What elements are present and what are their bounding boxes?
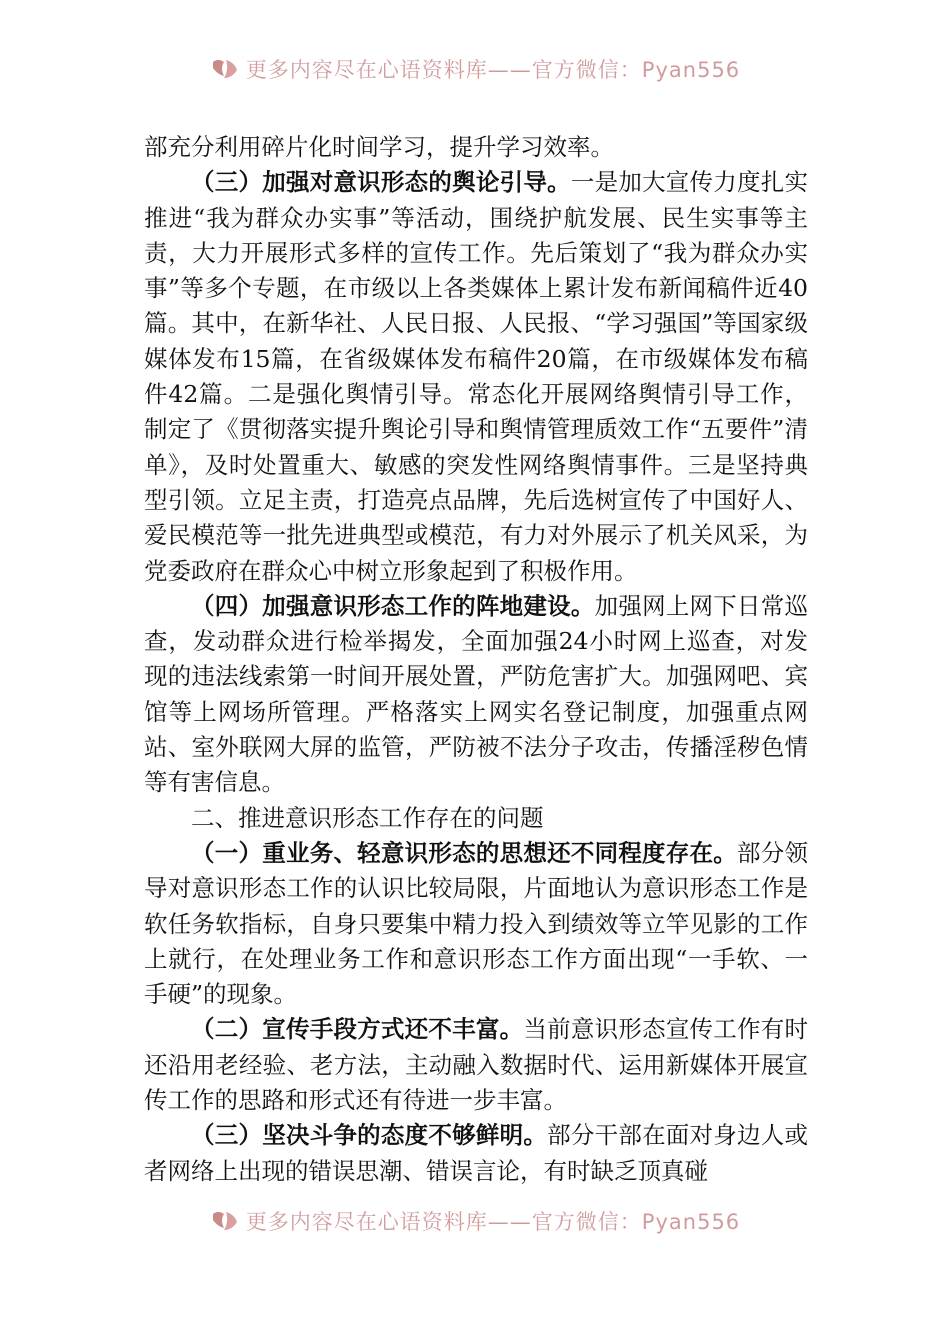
paragraph-text: 加强网上网下日常巡查，发动群众进行检举揭发，全面加强24小时网上巡查，对发现的违法线索第一时间开展处置，严防危害扩大。加强网吧、宾馆等上网场所管理。严格落实上网实名登记制度，加强重点网站、室外联网大屏的监管，严防被不法分子攻击，传播淫秽色情等有害信息。: [144, 591, 809, 797]
paragraph-continuation: [144, 130, 808, 165]
paragraph-lead: （三）加强对意识形态的舆论引导。: [191, 168, 571, 197]
paragraph-text: 部充分利用碎片化时间学习，提升学习效率。: [144, 133, 614, 161]
paragraph-opinion-guidance: [144, 165, 808, 589]
issue-lead: （三）坚决斗争的态度不够鲜明。: [191, 1121, 548, 1150]
issue-paragraph-1: [144, 836, 808, 1012]
paragraph-text: 一是加大宣传力度扎实推进“我为群众办实事”等活动，围绕护航发展、民生实事等主责，大力开展形式多样的宣传工作。先后策划了“我为群众办实事”等多个专题，在市级以上各类媒体上累计发布新闻稿件近40篇。其中，在新华社、人民日报、人民报、“学习强国”等国家级媒体发布15篇，在省级媒体发布稿件20篇，在市级媒体发布稿件42篇。二是强化舆情引导。常态化开展网络舆情引导工作，制定了《贯彻落实提升舆论引导和舆情管理质效工作“五要件”清单》，及时处置重大、敏感的突发性网络舆情事件。三是坚持典型引领。立足主责，打造亮点品牌，先后选树宣传了中国好人、爱民模范等一批先进典型或模范，有力对外展示了机关风采，为党委政府在群众心中树立形象起到了积极作用。: [144, 168, 809, 585]
issue-text: 当前意识形态宣传工作有时还沿用老经验、老方法，主动融入数据时代、运用新媒体开展宣传工作的思路和形式还有待进一步丰富。: [144, 1015, 809, 1115]
issue-lead: （一）重业务、轻意识形态的思想还不同程度存在。: [191, 838, 738, 867]
watermark-footer: [0, 1204, 950, 1238]
watermark-header: [0, 52, 950, 86]
watermark-text: 更多内容尽在心语资料库——官方微信：Pyan556: [245, 1210, 741, 1234]
issue-lead: （二）宣传手段方式还不丰富。: [191, 1015, 524, 1044]
issue-paragraph-2: [144, 1012, 808, 1118]
watermark-logo-icon: [210, 56, 240, 82]
document-body: [144, 130, 808, 1189]
watermark-logo-icon: [210, 1208, 240, 1234]
issue-paragraph-3: [144, 1118, 808, 1189]
section-heading: 二、推进意识形态工作存在的问题: [191, 803, 544, 832]
issue-text: 部分领导对意识形态工作的认识比较局限，片面地认为意识形态工作是软任务软指标，自身只要集中精力投入到绩效等立竿见影的工作上就行，在处理业务工作和意识形态工作方面出现“一手软、一手硬”的现象。: [144, 838, 809, 1009]
paragraph-position-building: [144, 589, 808, 801]
paragraph-lead: （四）加强意识形态工作的阵地建设。: [191, 591, 595, 620]
watermark-text: 更多内容尽在心语资料库——官方微信：Pyan556: [245, 58, 741, 82]
issue-text: 部分干部在面对身边人或者网络上出现的错误思潮、错误言论，有时缺乏顶真碰: [144, 1121, 809, 1185]
